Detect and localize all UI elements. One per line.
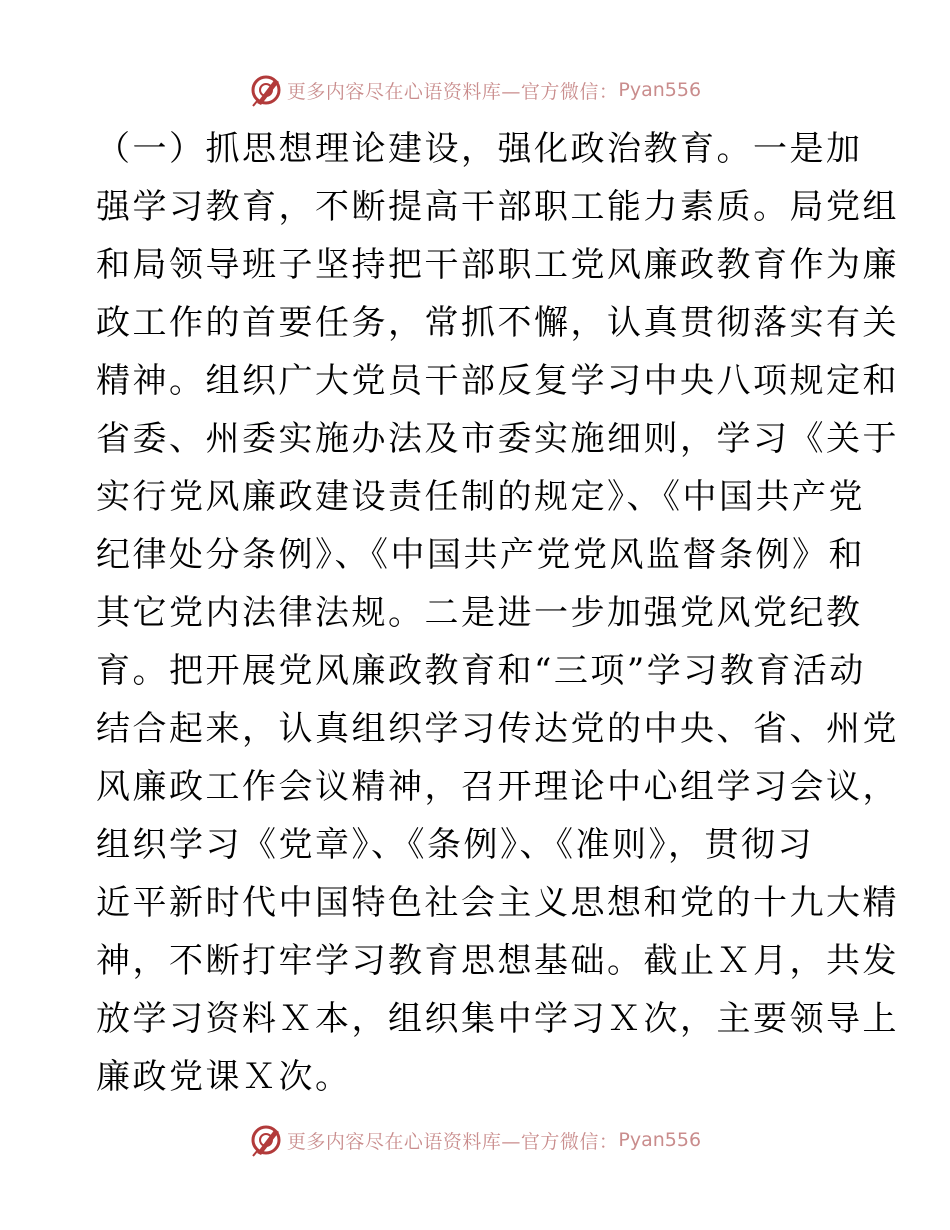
text-line: 实行党风廉政建设责任制的规定》、《中国共产党 bbox=[96, 477, 865, 517]
text-line: 组织学习《党章》、《条例》、《准则》，贯彻习 bbox=[96, 825, 814, 865]
quill-logo-icon bbox=[249, 73, 283, 107]
text-line: 神，不断打牢学习教育思想基础。截止Ｘ月，共发 bbox=[96, 941, 899, 981]
footer-watermark bbox=[0, 1122, 950, 1158]
quill-logo-icon bbox=[249, 1123, 283, 1157]
text-line: 和局领导班子坚持把干部职工党风廉政教育作为廉 bbox=[96, 245, 899, 285]
document-body bbox=[96, 120, 899, 1106]
text-line: 强学习教育，不断提高干部职工能力素质。局党组 bbox=[96, 187, 899, 227]
text-line: 纪律处分条例》、《中国共产党党风监督条例》和 bbox=[96, 535, 865, 575]
watermark-contact: Pyan556 bbox=[618, 1129, 702, 1151]
text-line: 省委、州委实施办法及市委实施细则，学习《关于 bbox=[96, 419, 899, 459]
text-line: 育。把开展党风廉政教育和“三项”学习教育活动 bbox=[96, 651, 866, 691]
text-line: 风廉政工作会议精神，召开理论中心组学习会议， bbox=[96, 767, 899, 807]
text-line: 结合起来，认真组织学习传达党的中央、省、州党 bbox=[96, 709, 899, 749]
header-watermark bbox=[0, 72, 950, 108]
text-line: 近平新时代中国特色社会主义思想和党的十九大精 bbox=[96, 883, 899, 923]
text-line: 精神。组织广大党员干部反复学习中央八项规定和 bbox=[96, 361, 899, 401]
watermark-text: 更多内容尽在心语资料库—官方微信： bbox=[286, 1130, 619, 1153]
text-line: 廉政党课Ｘ次。 bbox=[96, 1057, 352, 1097]
text-line: 政工作的首要任务，常抓不懈，认真贯彻落实有关 bbox=[96, 303, 899, 343]
text-line: 放学习资料Ｘ本，组织集中学习Ｘ次，主要领导上 bbox=[96, 999, 899, 1039]
text-line: （一）抓思想理论建设，强化政治教育。一是加 bbox=[96, 129, 863, 169]
text-line: 其它党内法律法规。二是进一步加强党风党纪教 bbox=[96, 593, 863, 633]
watermark-text: 更多内容尽在心语资料库—官方微信： bbox=[286, 80, 619, 103]
watermark-contact: Pyan556 bbox=[618, 79, 702, 101]
